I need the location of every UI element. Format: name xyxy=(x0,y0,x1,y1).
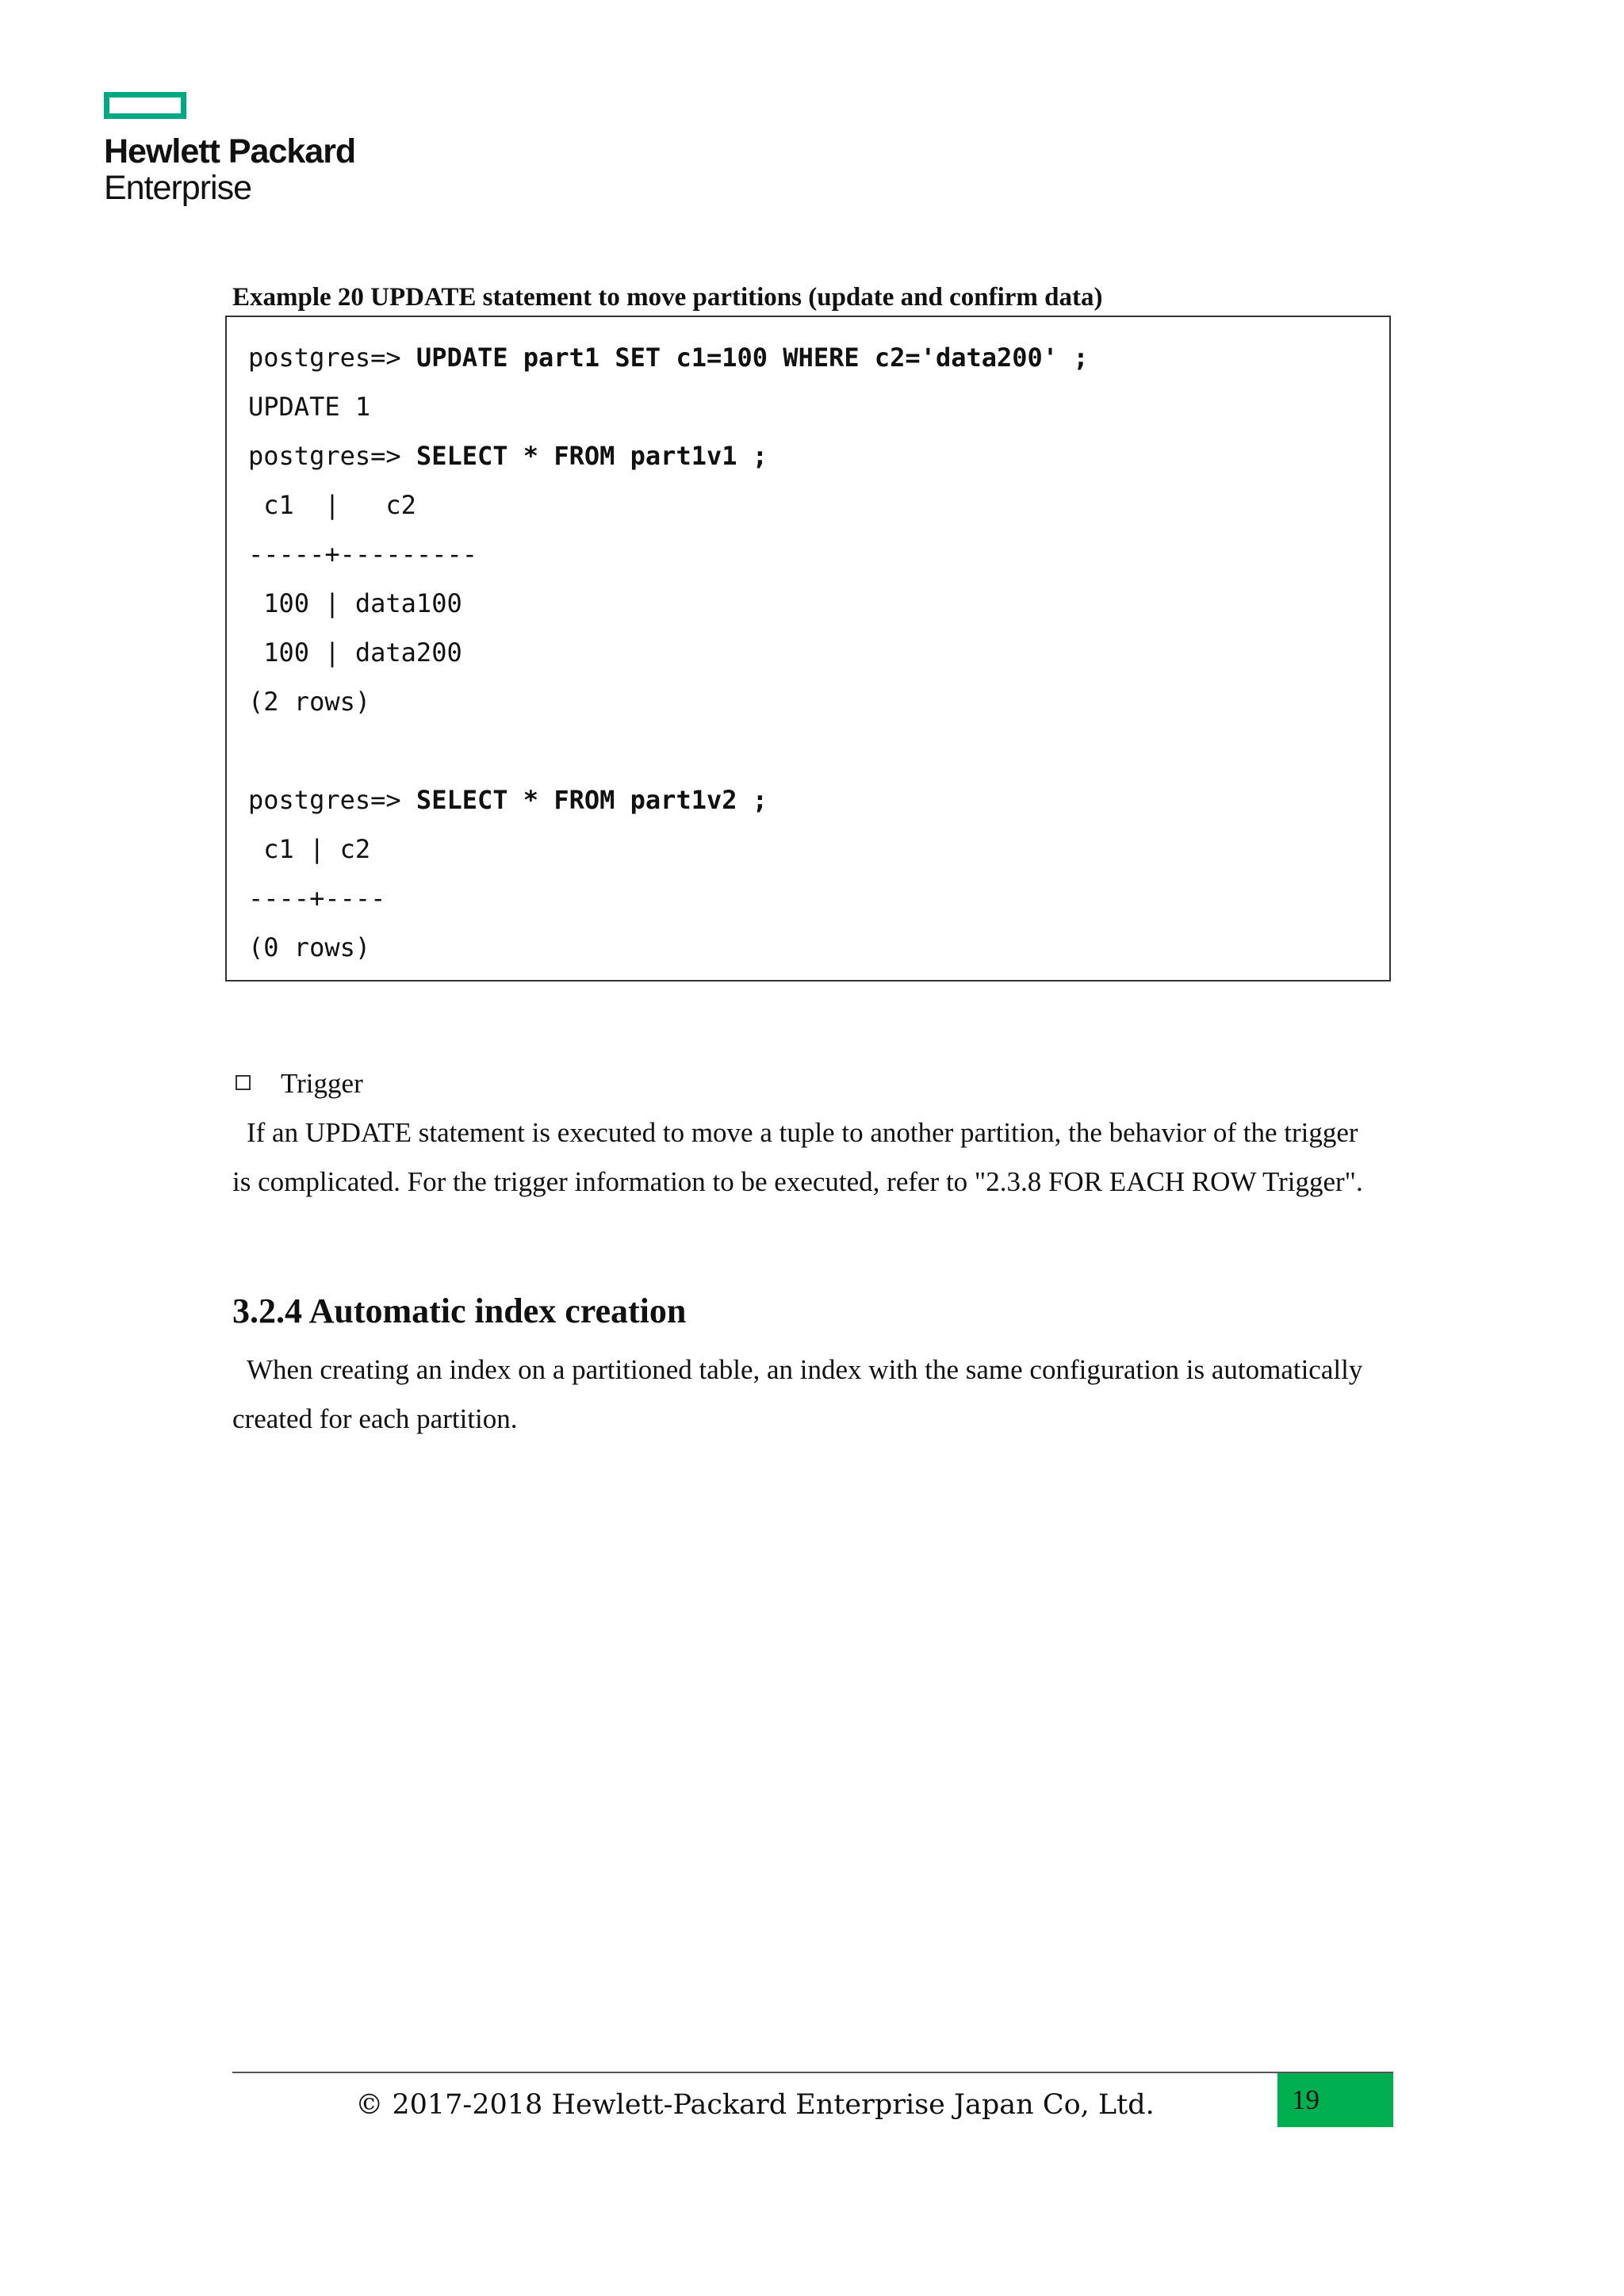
index-paragraph xyxy=(232,1345,1393,1444)
footer-divider xyxy=(232,2072,1393,2073)
bullet-label: Trigger xyxy=(281,1068,363,1099)
code-line: postgres=> SELECT * FROM part1v2 ; xyxy=(248,785,768,815)
page-number: 19 xyxy=(1277,2073,1393,2127)
footer-copyright: © 2017-2018 Hewlett-Packard Enterprise Japan Co, Ltd. xyxy=(355,2089,1155,2121)
logo-text-line2: Enterprise xyxy=(104,169,251,207)
code-line: postgres=> UPDATE part1 SET c1=100 WHERE c2='data200' ; xyxy=(248,342,1089,373)
trigger-paragraph xyxy=(232,1108,1393,1207)
code-block xyxy=(225,316,1391,982)
code-line: (0 rows) xyxy=(248,932,371,962)
code-line: -----+--------- xyxy=(248,539,477,569)
code-line: c1 | c2 xyxy=(248,490,416,520)
bullet-item-trigger xyxy=(232,1059,1393,1108)
square-bullet-icon xyxy=(236,1075,251,1090)
code-line: UPDATE 1 xyxy=(248,392,371,422)
code-line: 100 | data200 xyxy=(248,637,462,668)
paragraph-line: If an UPDATE statement is executed to move a tuple to another partition, the behavior of the trigger xyxy=(247,1117,1358,1148)
code-line xyxy=(248,726,1389,775)
logo-text-line1: Hewlett Packard xyxy=(104,132,356,170)
paragraph-line: When creating an index on a partitioned table, an index with the same configuration is automatically xyxy=(247,1354,1363,1385)
code-line: c1 | c2 xyxy=(248,834,371,864)
example-caption: Example 20 UPDATE statement to move partitions (update and confirm data) xyxy=(232,283,1103,312)
paragraph-line: is complicated. For the trigger information to be executed, refer to "2.3.8 FOR EACH ROW Trigger". xyxy=(232,1166,1363,1197)
logo-mark xyxy=(104,92,186,119)
code-line: ----+---- xyxy=(248,883,386,913)
company-logo xyxy=(104,92,355,206)
paragraph-line: created for each partition. xyxy=(232,1403,518,1434)
code-line: postgres=> SELECT * FROM part1v1 ; xyxy=(248,441,768,471)
section-heading: 3.2.4 Automatic index creation xyxy=(232,1292,687,1330)
code-line: 100 | data100 xyxy=(248,588,462,618)
code-line: (2 rows) xyxy=(248,687,371,717)
